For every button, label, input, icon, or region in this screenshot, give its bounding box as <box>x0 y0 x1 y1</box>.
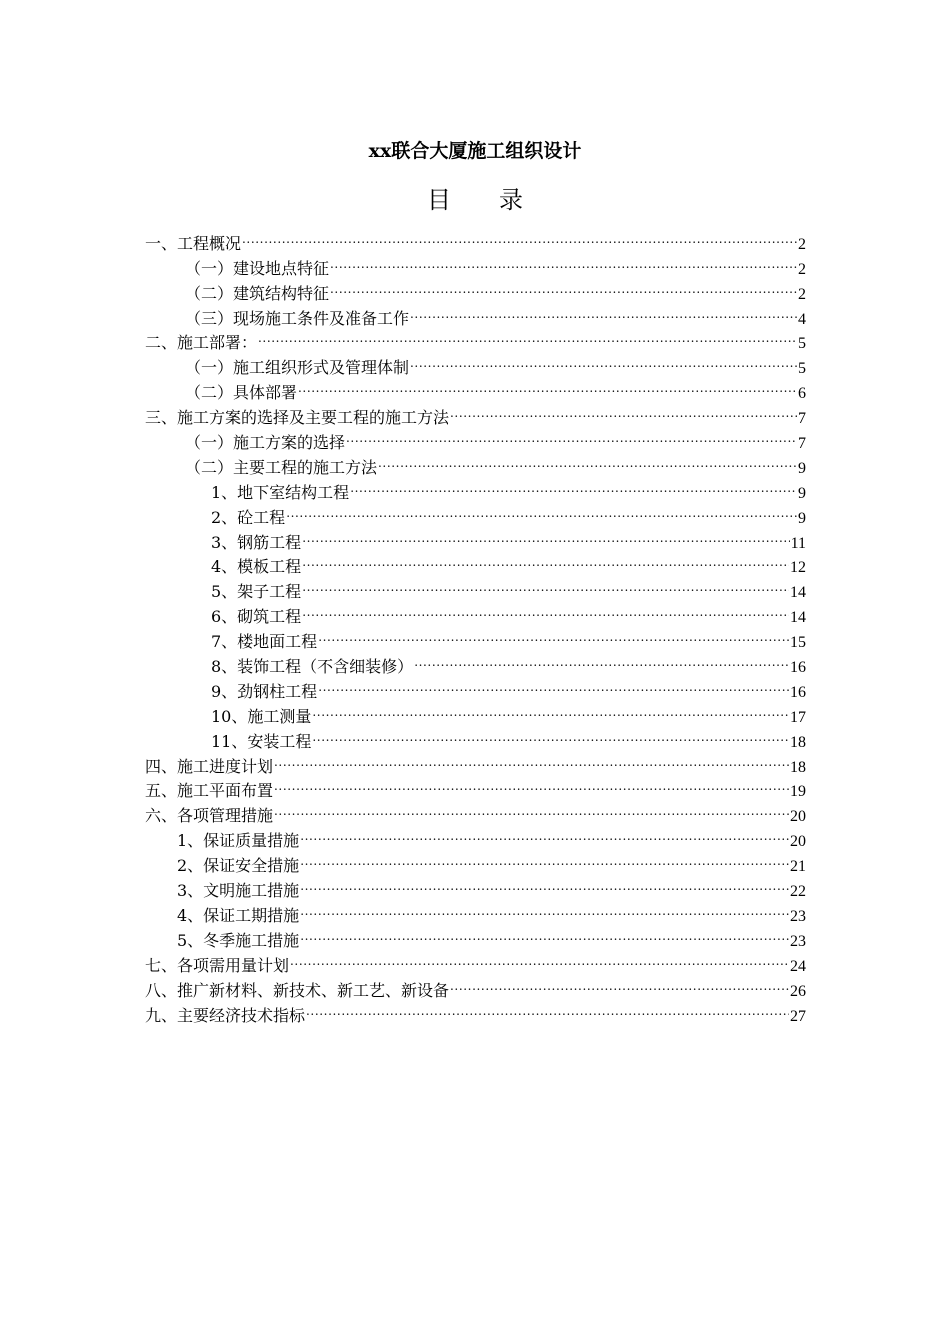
toc-entry-page-number: 2 <box>798 260 806 278</box>
toc-entry-page-number: 2 <box>798 235 806 253</box>
toc-dot-leader <box>286 498 797 523</box>
toc-dot-leader <box>302 523 789 548</box>
toc-dot-leader <box>306 996 789 1021</box>
toc-entry-label: 四、施工进度计划 <box>145 756 274 776</box>
toc-dot-leader <box>330 274 797 299</box>
toc-entry-page-number: 22 <box>790 883 806 901</box>
toc-dot-leader <box>290 946 789 971</box>
toc-dot-leader <box>300 846 789 871</box>
toc-dot-leader <box>450 971 789 996</box>
toc-dot-leader <box>274 747 789 772</box>
toc-entry-label: （一）建设地点特征 <box>185 258 330 278</box>
toc-entry-label: 八、推广新材料、新技术、新工艺、新设备 <box>145 980 450 1000</box>
toc-dot-leader <box>318 622 789 647</box>
toc-entry-page-number: 23 <box>790 907 806 925</box>
toc-entry-label: 3、文明施工措施 <box>177 881 300 901</box>
toc-dot-leader <box>300 896 789 921</box>
toc-entry-label: 9、劲钢柱工程 <box>211 681 318 701</box>
toc-dot-leader <box>300 871 789 896</box>
table-of-contents <box>145 224 806 1025</box>
toc-entry-page-number: 15 <box>790 634 806 652</box>
toc-entry-page-number: 27 <box>790 1007 806 1025</box>
toc-dot-leader <box>298 373 797 398</box>
toc-dot-leader <box>302 572 789 597</box>
toc-entry-label: （一）施工方案的选择 <box>185 433 346 453</box>
toc-entry-label: 8、装饰工程（不含细装修） <box>211 657 414 677</box>
toc-entry-label: 6、砌筑工程 <box>211 607 302 627</box>
toc-entry-page-number: 18 <box>790 758 806 776</box>
toc-entry-page-number: 12 <box>790 559 806 577</box>
toc-entry-page-number: 16 <box>790 683 806 701</box>
toc-dot-leader <box>258 324 797 349</box>
toc-entry-label: 10、施工测量 <box>211 706 312 726</box>
toc-entry-page-number: 2 <box>798 285 806 303</box>
toc-entry-label: 4、模板工程 <box>211 557 302 577</box>
toc-entry-label: 4、保证工期措施 <box>177 905 300 925</box>
toc-entry-page-number: 19 <box>790 783 806 801</box>
document-title: xx联合大厦施工组织设计 <box>368 140 582 162</box>
toc-dot-leader <box>318 672 789 697</box>
toc-entry-label: 3、钢筋工程 <box>211 532 302 552</box>
toc-dot-leader <box>274 772 789 797</box>
toc-dot-leader <box>350 473 797 498</box>
toc-dot-leader <box>300 821 789 846</box>
toc-entry-page-number: 24 <box>790 957 806 975</box>
toc-dot-leader <box>312 697 789 722</box>
toc-entry-page-number: 7 <box>798 410 806 428</box>
toc-dot-leader <box>302 548 789 573</box>
toc-entry-label: （一）施工组织形式及管理体制 <box>185 358 410 378</box>
toc-entry-page-number: 20 <box>790 833 806 851</box>
toc-entry-label: 九、主要经济技术指标 <box>145 1005 306 1025</box>
toc-entry-label: 七、各项需用量计划 <box>145 955 290 975</box>
toc-entry-page-number: 20 <box>790 808 806 826</box>
toc-entry-label: （二）建筑结构特征 <box>185 283 330 303</box>
toc-dot-leader <box>410 299 797 324</box>
toc-entry-page-number: 9 <box>798 509 806 527</box>
toc-entry-page-number: 21 <box>790 858 806 876</box>
toc-entry-label: 2、保证安全措施 <box>177 856 300 876</box>
toc-entry-label: （二）具体部署 <box>185 383 298 403</box>
toc-entry-label: 二、施工部署： <box>145 333 258 353</box>
toc-entry-page-number: 14 <box>790 609 806 627</box>
toc-entry-label: 一、工程概况 <box>145 233 242 253</box>
toc-entry-label: 五、施工平面布置 <box>145 781 274 801</box>
toc-entry-label: 1、地下室结构工程 <box>211 482 350 502</box>
toc-entry-label: 2、砼工程 <box>211 507 286 527</box>
toc-dot-leader <box>312 722 789 747</box>
toc-entry-page-number: 5 <box>798 360 806 378</box>
toc-entry-page-number: 14 <box>790 584 806 602</box>
toc-entry-page-number: 9 <box>798 484 806 502</box>
toc-dot-leader <box>346 423 797 448</box>
toc-dot-leader <box>410 348 797 373</box>
toc-entry-label: 7、楼地面工程 <box>211 632 318 652</box>
toc-entry-page-number: 23 <box>790 932 806 950</box>
toc-entry[interactable] <box>145 224 806 253</box>
toc-entry-label: 5、冬季施工措施 <box>177 930 300 950</box>
toc-entry-label: （二）主要工程的施工方法 <box>185 457 378 477</box>
toc-entry-label: 1、保证质量措施 <box>177 831 300 851</box>
toc-entry-label: （三）现场施工条件及准备工作 <box>185 308 410 328</box>
toc-heading: 目录 <box>427 186 571 214</box>
toc-dot-leader <box>300 921 789 946</box>
toc-dot-leader <box>378 448 797 473</box>
toc-entry-page-number: 11 <box>790 534 806 552</box>
toc-dot-leader <box>274 796 789 821</box>
toc-dot-leader <box>302 597 789 622</box>
toc-entry-label: 5、架子工程 <box>211 582 302 602</box>
toc-entry-label: 11、安装工程 <box>211 731 312 751</box>
toc-entry-page-number: 6 <box>798 385 806 403</box>
toc-dot-leader <box>450 398 797 423</box>
toc-entry-label: 六、各项管理措施 <box>145 806 274 826</box>
toc-entry-label: 三、施工方案的选择及主要工程的施工方法 <box>145 408 450 428</box>
toc-entry-page-number: 26 <box>790 982 806 1000</box>
toc-entry-page-number: 4 <box>798 310 806 328</box>
toc-entry-page-number: 17 <box>790 708 806 726</box>
toc-entry-page-number: 5 <box>798 335 806 353</box>
toc-entry-page-number: 7 <box>798 435 806 453</box>
toc-dot-leader <box>242 224 797 249</box>
toc-dot-leader <box>330 249 797 274</box>
toc-entry-page-number: 9 <box>798 459 806 477</box>
toc-dot-leader <box>414 647 789 672</box>
toc-entry-page-number: 16 <box>790 659 806 677</box>
toc-entry[interactable] <box>145 249 806 278</box>
toc-entry-page-number: 18 <box>790 733 806 751</box>
